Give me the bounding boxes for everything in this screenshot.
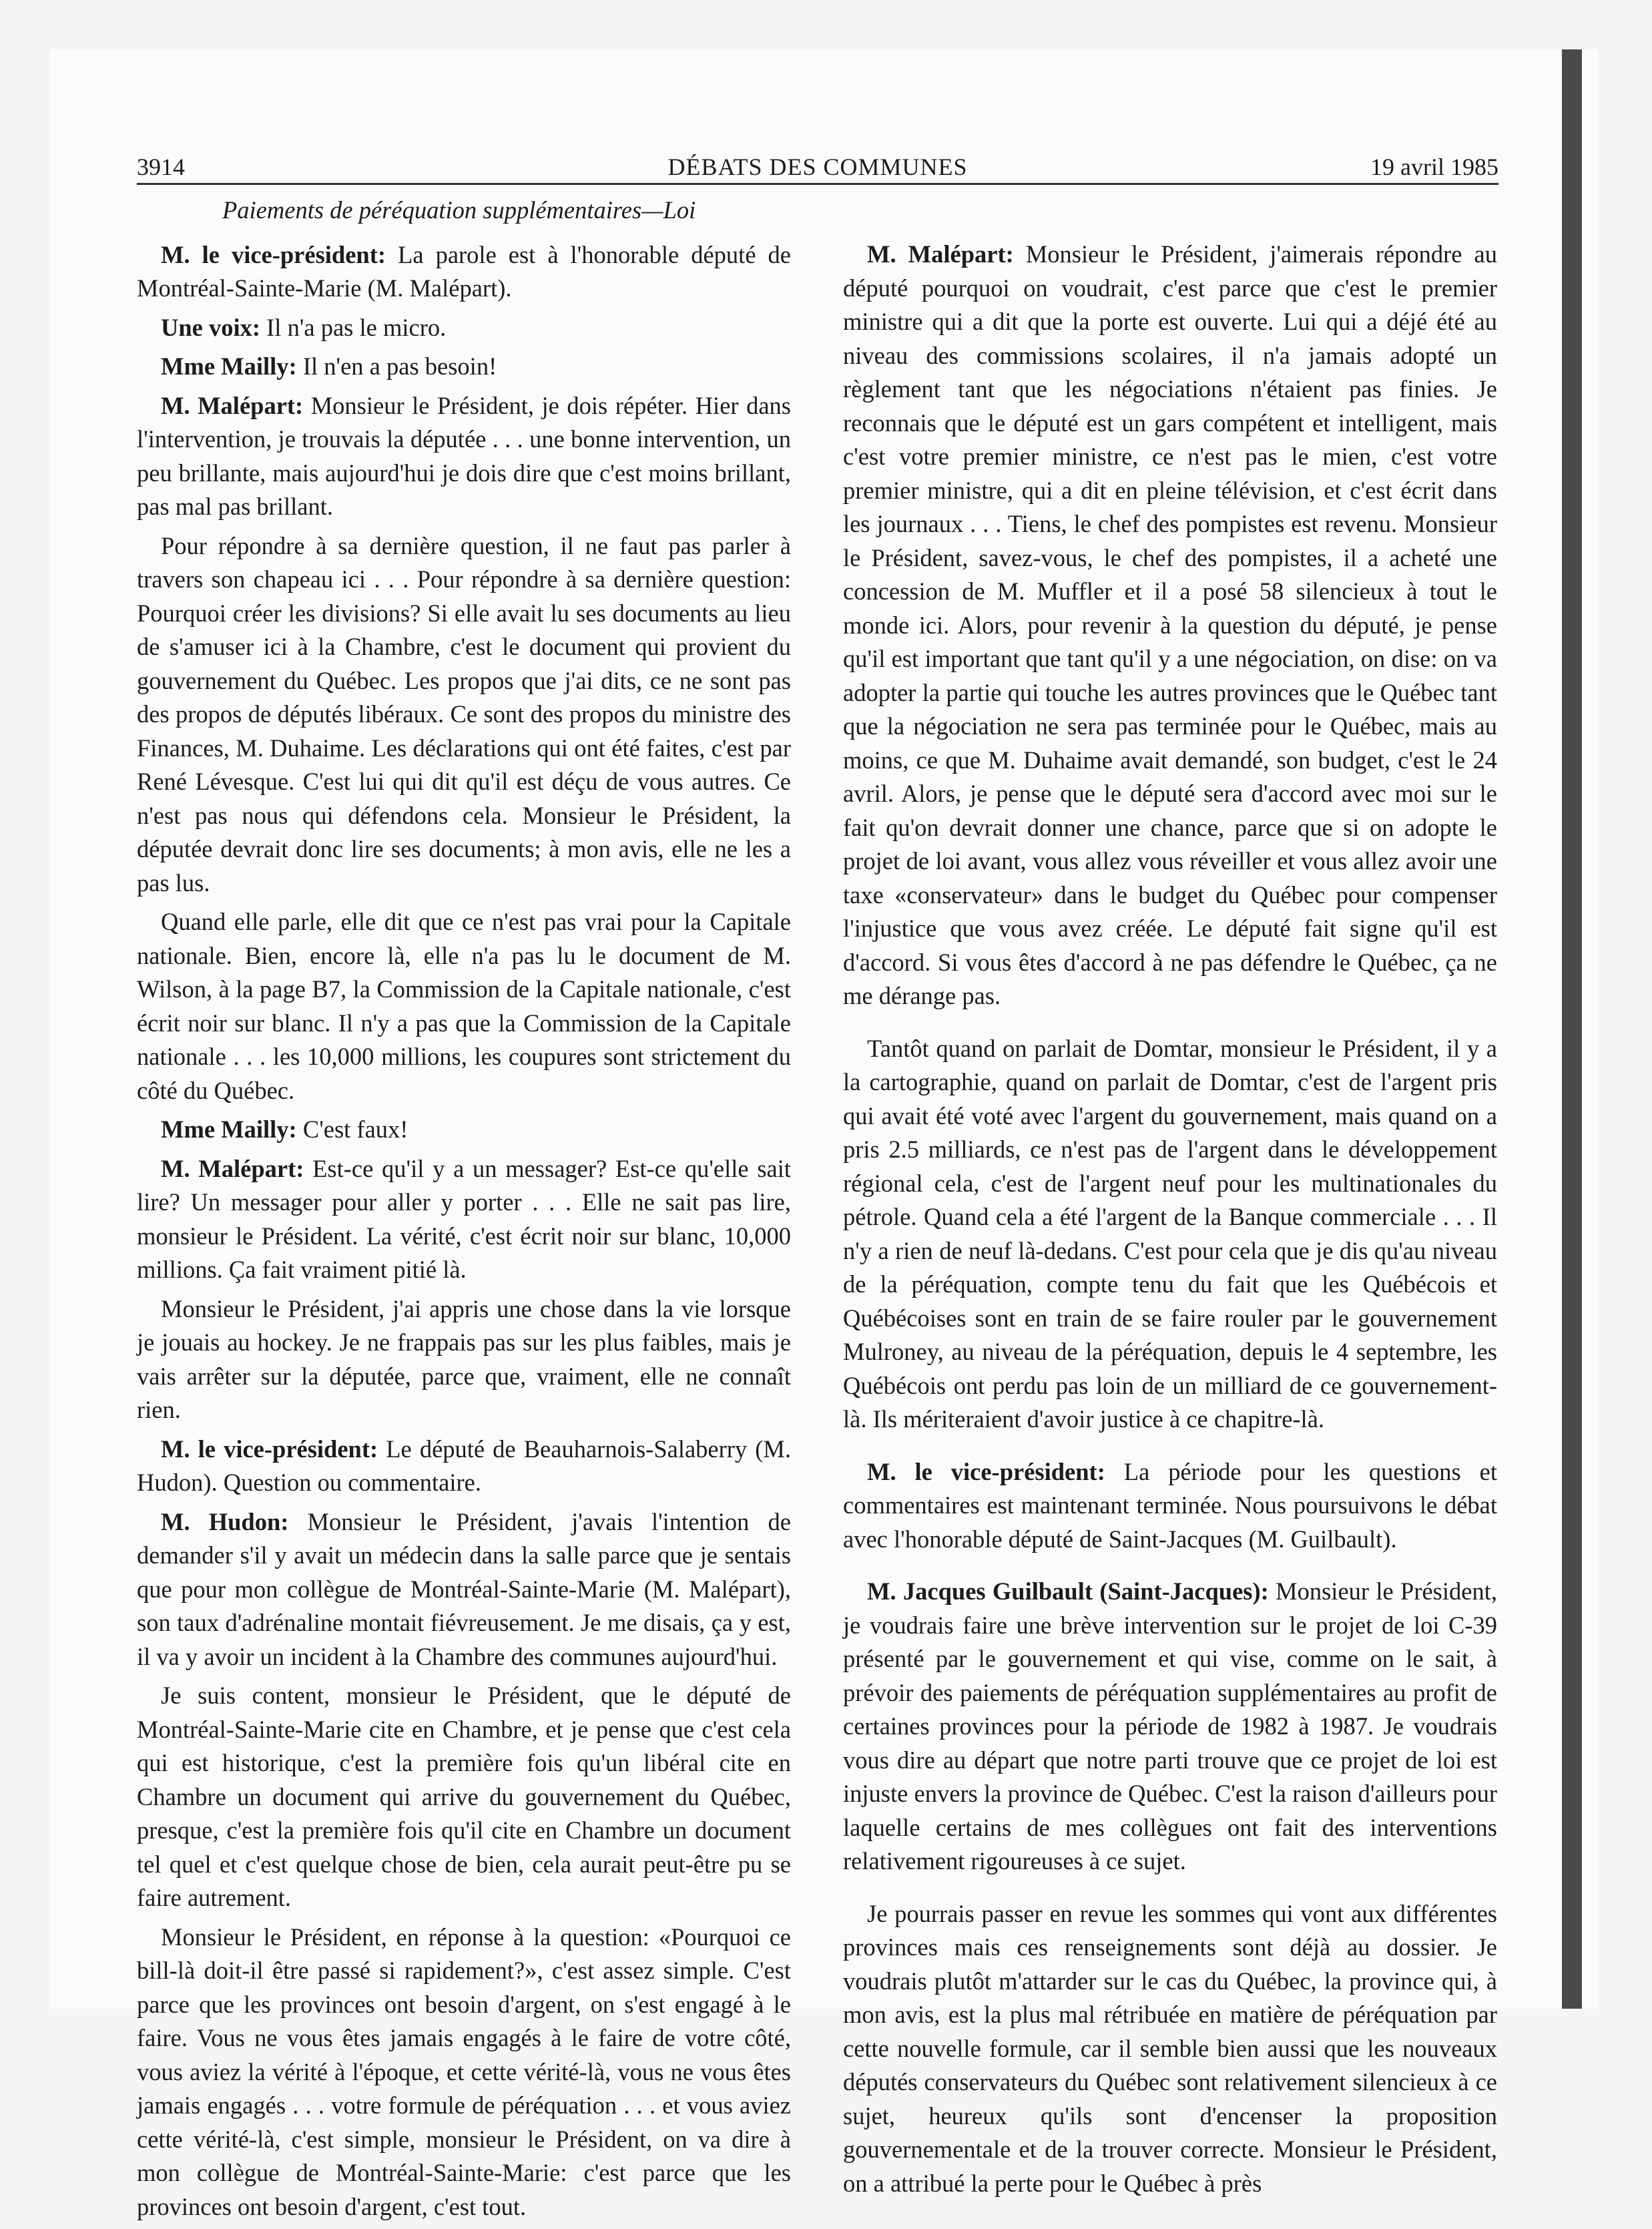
speech-text: Le député de Beauharnois-Salaberry (M. Hudon). Question ou commentaire. [137,1435,791,1496]
speech-paragraph [843,238,1497,1013]
speech-paragraph [843,1032,1497,1437]
speech-text: Pour répondre à sa dernière question, il ne faut pas parler à travers son chapeau ici . . . Pour répondre à sa dernière question: Pourquoi créer les divisions? Si elle avait lu ses documents au lieu de s'amuser ici à la Chambre, c'est le document qui provient du gouvernement du Québec. Les propos que j'ai dits, ce ne sont pas des propos de députés libéraux. Ce sont des propos du ministre des Finances, M. Duhaime. Les déclarations qui ont été faites, c'est par René Lévesque. C'est lui qui dit qu'il est déçu de vous autres. Ce n'est pas nous qui défendons cela. Monsieur le Président, la députée devrait donc lire ses documents; à mon avis, elle ne les a pas lus. [137,531,791,897]
speech-text: Il n'a pas le micro. [260,313,447,341]
speech-paragraph [137,1433,791,1500]
scan-edge-bar [1562,49,1582,2009]
publication-date: 19 avril 1985 [1370,154,1498,180]
speech-text: Il n'en a pas besoin! [296,352,497,380]
speech-paragraph [137,1679,791,1915]
left-column [137,194,791,2229]
speech-paragraph [137,389,791,524]
speech-text: Tantôt quand on parlait de Domtar, monsieur le Président, il y a la cartographie, quand on parlait de Domtar, c'est de l'argent pris qui avait été voté avec l'argent du gouvernement, mais quand on a pris 2.5 milliards, ce n'est pas de l'argent dans le développement régional cela, c'est de l'argent neuf pour les multinationales du pétrole. Quand cela a été l'argent de la Banque commerciale . . . Il n'y a rien de neuf là-dedans. C'est pour cela que je dis qu'au niveau de la péréquation, compte tenu du fait que les Québécois et Québécoises sont en train de se faire rouler par le gouvernement Mulroney, au niveau de la péréquation, depuis le 4 septembre, les Québécois ont perdu pas loin de un milliard de ce gouvernement-là. Ils mériteraient d'avoir justice à ce chapitre-là. [843,1034,1497,1433]
running-header [137,151,1498,183]
speech-paragraph [137,1113,791,1147]
speech-paragraph [137,1921,791,2224]
speaker-name: Mme Mailly: [161,1116,297,1143]
speech-text: Monsieur le Président, j'ai appris une chose dans la vie lorsque je jouais au hockey. Je ne frappais pas sur les plus faibles, mais je vais arrêter sur la députée, parce que, vraiment, elle ne connaît rien. [137,1294,791,1423]
speech-text: Je pourrais passer en revue les sommes qui vont aux différentes provinces mais ces renseignements sont déjà au dossier. Je voudrais plutôt m'attarder sur le cas du Québec, la province qui, à mon avis, est la plus mal rétribuée en matière de péréquation par cette nouvelle formule, car il semble bien aussi que les nouveaux députés conservateurs du Québec sont relativement silencieux à ce sujet, heureux qu'ils sont d'encenser la proposition gouvernementale et de la trouver correcte. Monsieur le Président, on a attribué la perte pour le Québec à près [843,1899,1497,2197]
speaker-name: M. Jacques Guilbault (Saint-Jacques): [867,1577,1269,1605]
publication-title: DÉBATS DES COMMUNES [667,154,968,180]
speech-paragraph [137,1505,791,1674]
speaker-name: Une voix: [161,313,261,341]
speech-text: Quand elle parle, elle dit que ce n'est pas vrai pour la Capitale nationale. Bien, encore là, elle n'a pas lu le document de M. Wilson, à la page B7, la Commission de la Capitale nationale, c'est écrit noir sur blanc. Il n'y a pas que la Commission de la Capitale nationale . . . les 10,000 millions, les coupures sont strictement du côté du Québec. [137,908,791,1104]
speech-paragraph [137,1152,791,1287]
speech-text: La parole est à l'honorable député de Montréal-Sainte-Marie (M. Malépart). [137,240,791,302]
page-number: 3914 [137,154,185,180]
speech-text: Monsieur le Président, en réponse à la question: «Pourquoi ce bill-là doit-il être passé si rapidement?», c'est assez simple. C'est parce que les provinces ont besoin d'argent, on s'est engagé à le faire. Vous ne vous êtes jamais engagés à le faire de votre côté, vous aviez la vérité à l'époque, et cette vérité-là, vous ne vous êtes jamais engagés . . . votre formule de péréquation . . . et vous aviez cette vérité-là, c'est simple, monsieur le Président, on va dire à mon collègue de Montréal-Sainte-Marie: c'est parce que les provinces ont besoin d'argent, c'est tout. [137,1923,791,2220]
speaker-name: M. le vice-président: [161,240,386,268]
speech-paragraph [137,350,791,384]
speech-paragraph [843,1575,1497,1879]
speech-paragraph [137,529,791,901]
speaker-name: Mme Mailly: [161,352,297,380]
speech-paragraph [137,1292,791,1427]
speech-paragraph [843,1897,1497,2201]
speaker-name: M. le vice-président: [161,1435,378,1463]
speech-text: Monsieur le Président, je voudrais faire une brève intervention sur le projet de loi C-39 présenté par le gouvernement et qui vise, comme on le sait, à prévoir des paiements de péréquation supplémentaires au profit de certaines provinces pour la période de 1982 à 1987. Je voudrais vous dire au départ que notre parti trouve que ce projet de loi est injuste envers la province de Québec. C'est la raison d'ailleurs pour laquelle certains de mes collègues ont fait des interventions relativement rigoureuses à ce sujet. [843,1577,1497,1875]
speaker-name: M. Malépart: [867,240,1014,268]
speaker-name: M. Hudon: [161,1507,289,1535]
speech-paragraph [137,311,791,345]
speech-text: Monsieur le Président, j'avais l'intention de demander s'il y avait un médecin dans la salle parce que je sentais que pour mon collègue de Montréal-Sainte-Marie (M. Malépart), son taux d'adrénaline montait fiévreusement. Je me disais, ça y est, il va y avoir un incident à la Chambre des communes aujourd'hui. [137,1507,792,1670]
speech-paragraph [843,1455,1497,1557]
right-column [843,238,1497,2206]
speaker-name: M. Malépart: [161,391,304,419]
speaker-name: M. Malépart: [161,1154,304,1182]
speech-paragraph [137,238,791,306]
speech-text: Est-ce qu'il y a un messager? Est-ce qu'elle sait lire? Un messager pour aller y porter . . . Elle ne sait pas lire, monsieur le Président. La vérité, c'est écrit noir sur blanc, 10,000 millions. Ça fait vraiment pitié là. [137,1154,792,1283]
speech-text: Monsieur le Président, j'aimerais répondre au député pourquoi on voudrait, c'est parce que c'est le premier ministre qui a dit que la porte est ouverte. Lui qui a déjé été au niveau des commissions scolaires, il n'a jamais adopté un règlement tant que les négociations n'étaient pas finies. Je reconnais que le député est un gars compétent et intelligent, mais c'est votre premier ministre, ce n'est pas le mien, c'est votre premier ministre, qui a dit en pleine télévision, et c'est écrit dans les journaux . . . Tiens, le chef des pompistes est revenu. Monsieur le Président, savez-vous, le chef des pompistes, il a acheté une concession de M. Muffler et il a posé 58 silencieux à tout le monde ici. Alors, pour revenir à la question du député, je pense qu'il est important que tant qu'il y a une négociation, on dise: on va adopter la partie qui touche les autres provinces que le Québec tant que la négociation ne sera pas terminée pour le Québec, mais au moins, ce que M. Duhaime avait demandé, son budget, c'est le 24 avril. Alors, je pense que le député sera d'accord avec moi sur le fait qu'on devrait donner une chance, parce que si on adopte le projet de loi avant, vous allez vous réveiller et vous allez avoir une taxe «conservateur» dans le budget du Québec pour compenser l'injustice que vous avez créée. Le député fait signe qu'il est d'accord. Si vous êtes d'accord à ne pas défendre le Québec, ça ne me dérange pas. [843,240,1497,1009]
speech-text: Monsieur le Président, je dois répéter. Hier dans l'intervention, je trouvais la députée . . . une bonne intervention, un peu brillante, mais aujourd'hui je dois dire que c'est moins brillant, pas mal pas brillant. [137,391,791,520]
speech-paragraph [137,905,791,1107]
header-rule [137,183,1498,185]
section-subtitle: Paiements de péréquation supplémentaires—Loi [222,196,696,224]
speech-text: La période pour les questions et commentaires est maintenant terminée. Nous poursuivons le débat avec l'honorable député de Saint-Jacques (M. Guilbault). [843,1457,1497,1553]
speech-text: C'est faux! [296,1116,408,1143]
speech-text: Je suis content, monsieur le Président, que le député de Montréal-Sainte-Marie cite en Chambre, et je pense que c'est cela qui est historique, c'est la première fois qu'un libéral cite en Chambre un document qui arrive du gouvernement du Québec, presque, c'est la première fois qu'il cite en Chambre un document tel quel et c'est quelque chose de bien, cela aurait peut-être pu se faire autrement. [137,1682,791,1911]
speaker-name: M. le vice-président: [867,1457,1105,1485]
